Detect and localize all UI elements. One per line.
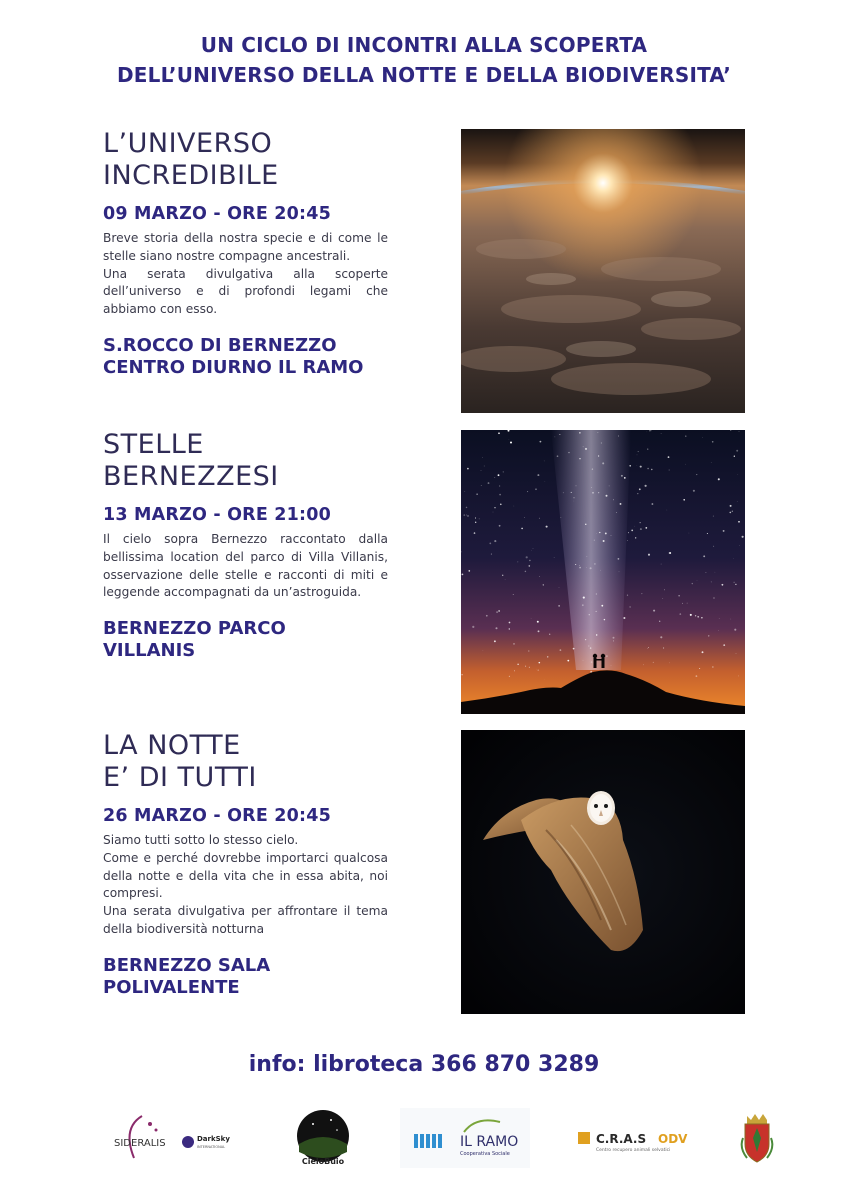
- star: [649, 430, 650, 431]
- star: [547, 656, 548, 657]
- star: [613, 499, 614, 500]
- star: [713, 597, 714, 598]
- star: [742, 536, 744, 538]
- star: [627, 540, 628, 541]
- star: [589, 614, 590, 615]
- darksky-text: DarkSky: [197, 1135, 230, 1143]
- star: [609, 486, 610, 487]
- star: [648, 554, 650, 556]
- star: [628, 532, 629, 533]
- star: [598, 455, 599, 456]
- cielobuio-text: CieloBuio: [301, 1157, 345, 1166]
- star: [731, 619, 732, 620]
- star: [618, 436, 619, 437]
- star: [663, 598, 664, 599]
- star: [642, 593, 643, 594]
- star: [461, 674, 463, 676]
- star: [571, 492, 572, 493]
- star: [711, 462, 712, 463]
- star: [524, 517, 525, 518]
- star: [499, 485, 500, 486]
- star: [496, 611, 498, 613]
- star: [482, 457, 483, 458]
- star: [736, 653, 737, 654]
- event-date: 09 MARZO - ORE 20:45: [103, 204, 331, 224]
- star: [529, 667, 530, 668]
- star: [659, 621, 660, 622]
- star: [640, 466, 642, 468]
- star: [498, 432, 500, 434]
- star: [695, 615, 696, 616]
- star: [493, 512, 494, 513]
- star: [627, 595, 628, 596]
- star: [664, 589, 665, 590]
- star: [583, 597, 585, 599]
- star: [638, 451, 639, 452]
- star: [661, 433, 662, 434]
- event-description: Il cielo sopra Bernezzo raccontato dalla bellissima location del parco di Villa Villanis, osservazione delle stelle e racconti di miti e leggende accompagnati da un’astroguida.: [103, 532, 388, 600]
- star: [494, 640, 496, 642]
- star: [645, 527, 647, 529]
- star: [604, 619, 605, 620]
- cras-odv-text: ODV: [658, 1132, 688, 1146]
- star: [594, 563, 596, 565]
- star: [620, 503, 622, 505]
- event-description: Siamo tutti sotto lo stesso cielo. Come e perché dovrebbe importarci qualcosa della notte e della vita che in essa abita, noi compresi. Una serata divulgativa per affrontare il tema della biodiversità notturna: [103, 833, 388, 936]
- star: [648, 647, 649, 648]
- star: [606, 495, 608, 497]
- star: [527, 491, 528, 492]
- star: [639, 488, 641, 490]
- star: [613, 637, 615, 639]
- star: [663, 647, 664, 648]
- star: [697, 616, 699, 618]
- star: [514, 670, 515, 671]
- star: [579, 565, 580, 566]
- star: [546, 526, 548, 528]
- star: [591, 487, 592, 488]
- event-title: STELLE BERNEZZESI: [103, 429, 279, 492]
- star: [734, 582, 735, 583]
- star: [611, 666, 612, 667]
- star: [623, 617, 625, 619]
- event-description: Breve storia della nostra specie e di come le stelle siano nostre compagne ancestrali. Una serata divulgativa alla scoperte dell’universo e di profondi legami che abbiamo con esso.: [103, 231, 388, 317]
- barn-owl-photo: [461, 730, 745, 1014]
- star: [723, 644, 725, 646]
- star: [579, 567, 581, 569]
- star: [568, 452, 569, 453]
- event-3: [103, 730, 388, 999]
- event-venue: BERNEZZO SALA POLIVALENTE: [103, 954, 271, 998]
- star: [732, 511, 733, 512]
- star: [637, 493, 638, 494]
- star: [718, 630, 719, 631]
- star: [737, 501, 738, 502]
- cras-sub-text: Centro recupero animali selvatici: [596, 1148, 671, 1153]
- star: [494, 477, 495, 478]
- star: [708, 635, 709, 636]
- star: [730, 505, 732, 507]
- star: [510, 441, 512, 443]
- star: [696, 474, 697, 475]
- star: [588, 645, 589, 646]
- star: [505, 579, 506, 580]
- star: [525, 571, 527, 573]
- star: [529, 560, 530, 561]
- star: [600, 570, 601, 571]
- star: [713, 516, 714, 517]
- star: [462, 574, 464, 576]
- star: [729, 512, 731, 514]
- star: [475, 517, 476, 518]
- star: [539, 662, 541, 664]
- star: [703, 555, 705, 557]
- star: [475, 522, 476, 523]
- star: [634, 526, 635, 527]
- star: [685, 435, 686, 436]
- star: [509, 439, 510, 440]
- star: [651, 503, 653, 505]
- star: [651, 469, 652, 470]
- star: [573, 648, 575, 650]
- star: [737, 474, 738, 475]
- star: [528, 650, 529, 651]
- star: [647, 468, 649, 470]
- star: [498, 610, 499, 611]
- star: [696, 675, 698, 677]
- star: [563, 492, 564, 493]
- star: [713, 546, 714, 547]
- star: [503, 471, 504, 472]
- star: [629, 465, 631, 467]
- star: [540, 441, 542, 443]
- milky-way-photo: [461, 430, 745, 714]
- star: [730, 430, 731, 431]
- star: [579, 432, 580, 433]
- star: [678, 595, 679, 596]
- star: [739, 431, 740, 432]
- star: [481, 485, 482, 486]
- star: [509, 622, 511, 624]
- star: [567, 660, 569, 662]
- star: [719, 618, 720, 619]
- star: [601, 443, 602, 444]
- star: [631, 530, 633, 532]
- star: [613, 640, 614, 641]
- star: [738, 521, 740, 523]
- star: [705, 572, 706, 573]
- star: [557, 455, 559, 457]
- star: [583, 660, 584, 661]
- star: [521, 528, 523, 530]
- star: [660, 636, 662, 638]
- star: [599, 532, 600, 533]
- star: [509, 628, 510, 629]
- star: [488, 482, 490, 484]
- star: [486, 615, 488, 617]
- star: [539, 518, 540, 519]
- star: [715, 572, 716, 573]
- coat-of-arms-icon: [737, 1108, 777, 1174]
- star: [592, 492, 594, 494]
- star: [735, 584, 736, 585]
- star: [549, 634, 550, 635]
- star: [537, 474, 539, 476]
- star: [489, 543, 491, 545]
- star: [467, 515, 468, 516]
- star: [693, 490, 695, 492]
- star: [738, 675, 739, 676]
- star: [682, 603, 683, 604]
- ilramo-text: IL RAMO: [460, 1134, 519, 1150]
- star: [723, 530, 725, 532]
- star: [618, 558, 620, 560]
- star: [468, 570, 470, 572]
- star: [579, 458, 580, 459]
- star: [533, 548, 534, 549]
- star: [690, 614, 692, 616]
- event-date: 13 MARZO - ORE 21:00: [103, 505, 331, 525]
- star: [499, 525, 501, 527]
- star: [640, 522, 641, 523]
- star: [528, 565, 530, 567]
- header-line-1: UN CICLO DI INCONTRI ALLA SCOPERTA: [200, 33, 648, 57]
- star: [587, 556, 588, 557]
- star: [472, 626, 474, 628]
- star: [640, 528, 642, 530]
- star: [643, 665, 644, 666]
- star: [736, 450, 738, 452]
- star: [464, 491, 465, 492]
- star: [734, 629, 736, 631]
- star: [661, 564, 662, 565]
- star: [537, 621, 539, 623]
- star: [555, 437, 556, 438]
- cras-logo: [578, 1108, 696, 1174]
- star: [585, 524, 586, 525]
- star: [619, 571, 620, 572]
- event-title: L’UNIVERSO INCREDIBILE: [103, 128, 279, 191]
- star: [606, 655, 608, 657]
- star: [583, 447, 584, 448]
- star: [554, 557, 555, 558]
- star: [592, 468, 593, 469]
- star: [598, 492, 599, 493]
- star: [544, 461, 545, 462]
- star: [467, 468, 469, 470]
- star: [531, 618, 532, 619]
- star: [476, 494, 477, 495]
- star: [683, 499, 685, 501]
- star: [539, 576, 540, 577]
- star: [561, 517, 562, 518]
- star: [669, 552, 671, 554]
- ilramo-sub-text: Cooperativa Sociale: [460, 1151, 510, 1157]
- star: [629, 606, 630, 607]
- star: [603, 540, 605, 542]
- star: [598, 432, 599, 433]
- star: [611, 535, 612, 536]
- star: [718, 478, 720, 480]
- star: [474, 532, 476, 534]
- star: [559, 434, 560, 435]
- star: [616, 512, 617, 513]
- star: [668, 456, 670, 458]
- event-2: [103, 429, 388, 662]
- star: [635, 537, 636, 538]
- star: [605, 532, 607, 534]
- star: [651, 430, 652, 431]
- star: [734, 456, 735, 457]
- star: [466, 507, 468, 509]
- star: [602, 462, 604, 464]
- star: [463, 514, 465, 516]
- star: [647, 648, 648, 649]
- info-contact: info: libroteca 366 870 3289: [248, 1052, 600, 1077]
- star: [590, 567, 592, 569]
- star: [601, 605, 603, 607]
- star: [502, 575, 503, 576]
- star: [687, 603, 688, 604]
- star: [517, 664, 518, 665]
- ilramo-logo: [400, 1108, 530, 1174]
- star: [653, 662, 654, 663]
- event-venue: BERNEZZO PARCO VILLANIS: [103, 618, 286, 662]
- star: [712, 441, 714, 443]
- star: [692, 583, 693, 584]
- star: [645, 485, 647, 487]
- star: [596, 634, 597, 635]
- poster-header: [0, 30, 848, 90]
- event-date: 26 MARZO - ORE 20:45: [103, 806, 331, 826]
- star: [590, 647, 591, 648]
- star: [575, 564, 576, 565]
- star: [647, 448, 648, 449]
- star: [479, 518, 480, 519]
- event-title: LA NOTTE E’ DI TUTTI: [103, 730, 257, 793]
- star: [494, 540, 496, 542]
- sideralis-logo: [112, 1108, 232, 1174]
- star: [689, 533, 690, 534]
- star: [573, 497, 574, 498]
- event-1: [103, 128, 388, 379]
- star: [575, 485, 576, 486]
- star: [513, 594, 514, 595]
- star: [481, 470, 482, 471]
- star: [702, 651, 704, 653]
- star: [621, 475, 623, 477]
- darksky-sub-text: INTERNATIONAL: [197, 1145, 226, 1149]
- star: [585, 448, 587, 450]
- cras-text: C.R.A.S: [596, 1132, 647, 1146]
- star: [526, 556, 528, 558]
- star: [538, 630, 540, 632]
- sideralis-text: SIDERALIS: [114, 1138, 166, 1149]
- star: [491, 554, 492, 555]
- star: [535, 488, 537, 490]
- star: [707, 533, 708, 534]
- star: [669, 470, 670, 471]
- star: [596, 611, 597, 612]
- cielobuio-logo: [293, 1108, 353, 1174]
- star: [679, 613, 681, 615]
- star: [531, 550, 532, 551]
- star: [498, 474, 500, 476]
- star: [701, 617, 702, 618]
- event-venue: S.ROCCO DI BERNEZZO CENTRO DIURNO IL RAMO: [103, 334, 364, 378]
- star: [494, 507, 495, 508]
- star: [538, 670, 539, 671]
- star: [685, 464, 686, 465]
- star: [513, 643, 514, 644]
- star: [559, 587, 560, 588]
- star: [596, 593, 597, 594]
- star: [594, 540, 595, 541]
- star: [637, 455, 638, 456]
- star: [525, 666, 526, 667]
- sponsor-logos: [0, 1108, 848, 1178]
- star: [558, 605, 559, 606]
- star: [582, 604, 584, 606]
- star: [560, 649, 562, 651]
- star: [466, 515, 467, 516]
- header-line-2: DELL’UNIVERSO DELLA NOTTE E DELLA BIODIVERSITA’: [116, 63, 732, 87]
- star: [517, 561, 518, 562]
- star: [484, 466, 485, 467]
- star: [543, 584, 544, 585]
- star: [500, 504, 502, 506]
- star: [699, 668, 700, 669]
- star: [653, 610, 655, 612]
- star: [585, 639, 586, 640]
- star: [711, 582, 712, 583]
- star: [495, 627, 497, 629]
- earth-sunrise-photo: [461, 129, 745, 413]
- star: [721, 584, 723, 586]
- star: [509, 676, 510, 677]
- star: [483, 650, 484, 651]
- star: [591, 661, 593, 663]
- star: [624, 477, 626, 479]
- star: [499, 494, 501, 496]
- star: [712, 666, 713, 667]
